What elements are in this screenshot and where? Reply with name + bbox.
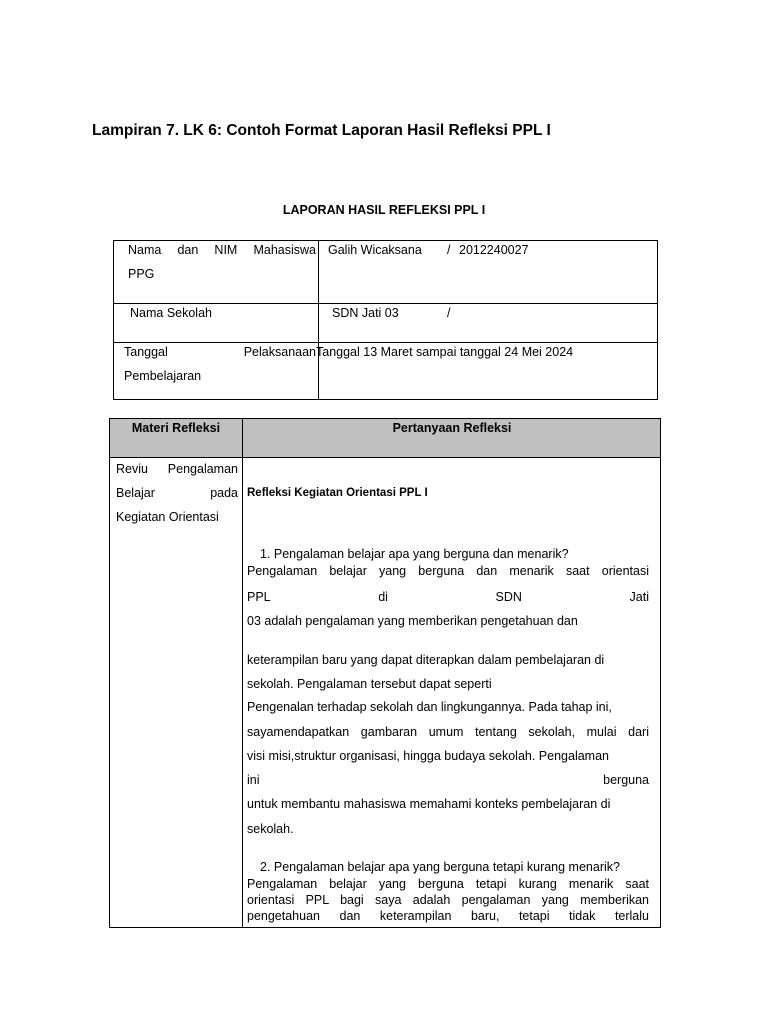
answer-word: ini [247, 773, 260, 787]
answer-1-line: sayamendapatkan gambaran umum tentang sekolah, mulai dari [247, 725, 649, 739]
answer-1-line: sekolah. Pengalaman tersebut dapat seperti [247, 677, 492, 691]
answer-1-line: sekolah. [247, 822, 294, 836]
reflection-subtitle: Refleksi Kegiatan Orientasi PPL I [247, 487, 428, 499]
name-label-word: dan [177, 243, 199, 257]
answer-word: SDN [495, 590, 522, 604]
materi-line [116, 481, 238, 505]
name-separator: / [447, 243, 451, 257]
materi-line: Kegiatan Orientasi [116, 510, 219, 524]
name-label [128, 238, 316, 286]
identity-row-name [114, 241, 657, 303]
name-label-word: Mahasiswa [253, 243, 316, 257]
answer-word: berguna [603, 773, 649, 787]
name-label-word: Nama [128, 243, 162, 257]
identity-table [113, 240, 658, 400]
report-title: LAPORAN HASIL REFLEKSI PPL I [282, 203, 486, 217]
materi-cell [116, 457, 238, 529]
col-header-materi: Materi Refleksi [131, 421, 221, 435]
answer-1-line: keterampilan baru yang dapat diterapkan dalam pembelajaran di [247, 653, 605, 667]
answer-1-line: 03 adalah pengalaman yang memberikan pengetahuan dan [247, 614, 578, 628]
date-value: Tanggal 13 Maret sampai tanggal 24 Mei 2024 [316, 345, 574, 359]
materi-word: Pengalaman [167, 462, 238, 476]
name-label-line1 [128, 238, 316, 262]
materi-word: Belajar [116, 486, 155, 500]
question-1: 1. Pengalaman belajar apa yang berguna dan menarik? [260, 547, 569, 561]
identity-row-school [114, 303, 657, 343]
question-2: 2. Pengalaman belajar apa yang berguna tetapi kurang menarik? [260, 860, 620, 874]
date-label-word: Pelaksanaan [243, 345, 316, 359]
name-label-word: NIM [214, 243, 238, 257]
col-header-pertanyaan: Pertanyaan Refleksi [392, 421, 512, 435]
reflection-column-divider [242, 419, 243, 927]
reflection-table [109, 418, 661, 928]
answer-word: Jati [629, 590, 649, 604]
answer-word: PPL [247, 590, 271, 604]
school-value: SDN Jati 03 [332, 306, 399, 320]
materi-line [116, 457, 238, 481]
identity-row-date [114, 342, 657, 400]
nim-value: 2012240027 [459, 243, 529, 257]
answer-1-line [247, 773, 649, 787]
answer-1-line: Pengenalan terhadap sekolah dan lingkungannya. Pada tahap ini, [247, 700, 612, 714]
answer-2-line: orientasi PPL bagi saya adalah pengalaman yang memberikan [247, 893, 649, 907]
date-label-line1 [124, 340, 316, 364]
school-separator: / [447, 306, 451, 320]
answer-word: di [378, 590, 388, 604]
answer-1-line: visi misi,struktur organisasi, hingga budaya sekolah. Pengalaman [247, 749, 609, 763]
answer-2-line: Pengalaman belajar yang berguna tetapi kurang menarik saat [247, 877, 649, 891]
page-heading: Lampiran 7. LK 6: Contoh Format Laporan Hasil Refleksi PPL I [92, 122, 551, 139]
date-label [124, 340, 316, 388]
name-label-line2: PPG [128, 267, 155, 281]
answer-1-line [247, 590, 649, 604]
answer-1-line: untuk membantu mahasiswa memahami konteks pembelajaran di [247, 797, 611, 811]
materi-word: pada [210, 486, 238, 500]
answer-1-line: Pengalaman belajar yang berguna dan menarik saat orientasi [247, 564, 649, 578]
name-value: Galih Wicaksana [328, 243, 422, 257]
answer-2-line: pengetahuan dan keterampilan baru, tetapi tidak terlalu [247, 909, 649, 923]
school-label: Nama Sekolah [130, 306, 212, 320]
reflection-header-row [110, 419, 660, 458]
date-label-word: Tanggal [124, 345, 168, 359]
date-label-line2: Pembelajaran [124, 369, 202, 383]
materi-word: Reviu [116, 462, 148, 476]
